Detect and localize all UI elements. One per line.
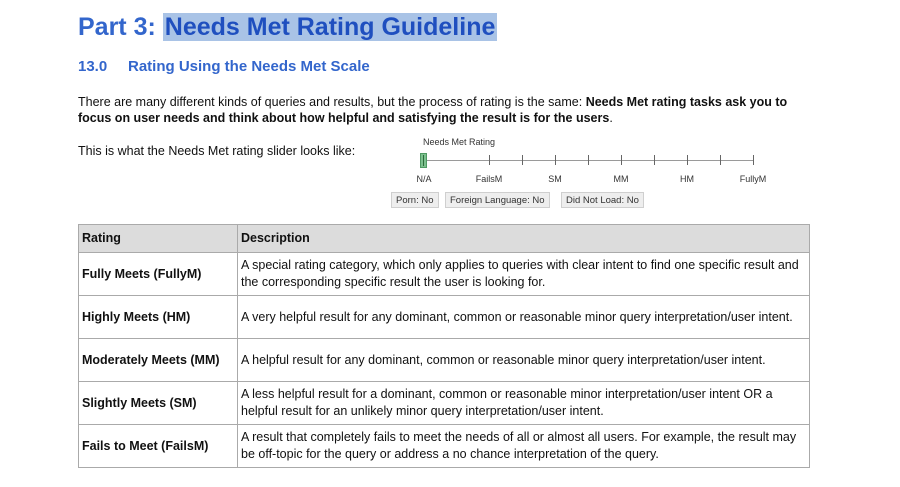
slider-label-mm: MM [613,174,629,184]
table-row [79,339,810,382]
rating-cell: Highly Meets (HM) [79,296,238,339]
slider-title: Needs Met Rating [423,137,496,147]
rating-cell: Slightly Meets (SM) [79,382,238,425]
did-not-load-flag-button[interactable]: Did Not Load: No [561,192,644,208]
intro-end: . [609,111,613,125]
intro-text: There are many different kinds of queries and results, but the process of rating is the same: [78,95,586,109]
rating-cell: Moderately Meets (MM) [79,339,238,382]
slider-label-failsm: FailsM [475,174,503,184]
slider-label-hm: HM [680,174,694,184]
description-cell: A very helpful result for any dominant, common or reasonable minor query interpretation/user intent. [238,296,810,339]
slider-track[interactable] [424,160,754,161]
description-cell: A special rating category, which only applies to queries with clear intent to find one specific result and the corresponding specific result the user is looking for. [238,253,810,296]
table-row [79,296,810,339]
section-heading [78,58,370,75]
page-title-selected-text[interactable]: Needs Met Rating Guideline [164,13,496,41]
description-cell: A less helpful result for a dominant, common or reasonable minor interpretation/user intent OR a helpful result for an unlikely minor query interpretation/user intent. [238,382,810,425]
column-header-description: Description [238,225,810,253]
rating-cell: Fully Meets (FullyM) [79,253,238,296]
needs-met-slider [385,134,805,214]
rating-cell: Fails to Meet (FailsM) [79,425,238,468]
column-header-rating: Rating [79,225,238,253]
description-cell: A helpful result for any dominant, common or reasonable minor query interpretation/user intent. [238,339,810,382]
slider-tick-failsm [489,155,490,165]
slider-handle[interactable] [420,153,427,168]
table-row [79,253,810,296]
slider-tick-minor [720,155,721,165]
intro-paragraph [78,94,818,126]
slider-label-sm: SM [548,174,562,184]
slider-label-na: N/A [416,174,432,184]
slider-tick-mm [621,155,622,165]
section-title: Rating Using the Needs Met Scale [128,58,370,75]
section-number: 13.0 [78,58,108,75]
slider-label-fullym: FullyM [739,174,767,184]
slider-tick-fullym [753,155,754,165]
description-cell: A result that completely fails to meet the needs of all or almost all users. For example, the result may be off-topic for the query or address a no chance interpretation of the query. [238,425,810,468]
page-title [78,10,497,44]
table-row [79,382,810,425]
table-header-row [79,225,810,253]
page-title-prefix: Part 3: [78,13,163,41]
slider-tick-minor [588,155,589,165]
foreign-language-flag-button[interactable]: Foreign Language: No [445,192,550,208]
needs-met-rating-table [78,224,810,468]
slider-tick-minor [522,155,523,165]
porn-flag-button[interactable]: Porn: No [391,192,439,208]
slider-caption: This is what the Needs Met rating slider looks like: [78,144,356,158]
slider-tick-sm [555,155,556,165]
intro-bold-text: Needs Met rating tasks ask you to focus on user needs and think about how helpful and satisfying the result is for the users [78,95,788,125]
slider-tick-minor [654,155,655,165]
slider-tick-hm [687,155,688,165]
table-row [79,425,810,468]
